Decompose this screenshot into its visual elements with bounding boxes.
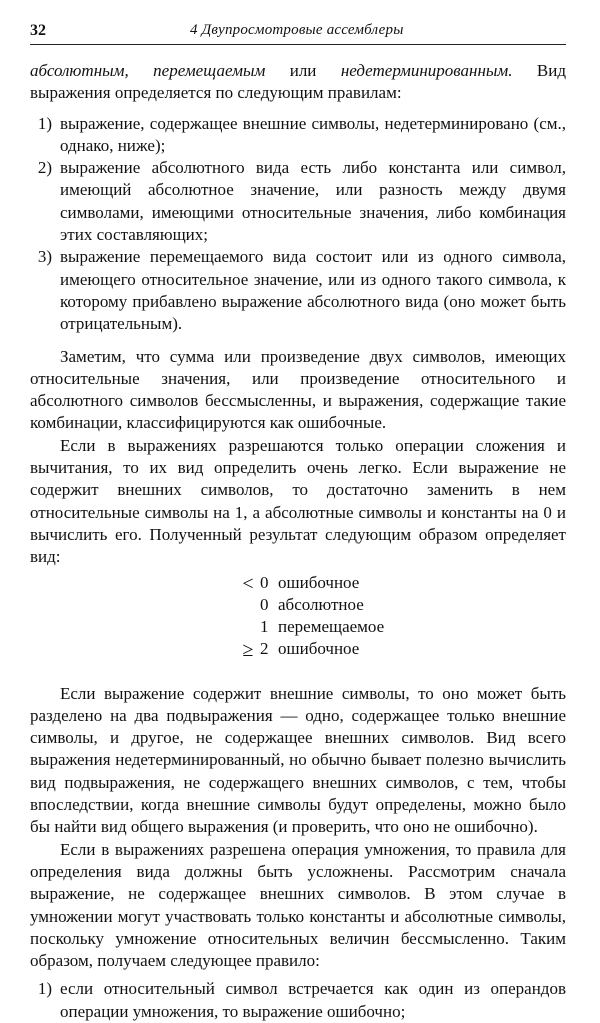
mode-row	[236, 573, 456, 595]
mode-description: ошибочное	[278, 639, 360, 659]
rule-text: выражение абсолютного вида есть либо константа или символ, имеющий абсолютное значение, или разность между двумя символами, имеющими относительные значения, либо комбинация этих составляющих;	[60, 158, 566, 245]
paragraph-external-symbols: Если выражение содержит внешние символы, то оно может быть разделено на два подвыражения — одно, содержащее только внешние символы, и другое, не содержащее внешних символов. Вид всего выражения недетерминированный, но обычно бывает полезно вычислить вид подвыражения, не содержащего внешних символов, с тем, чтобы впоследствии, когда внешние символы будут определены, можно было бы найти вид общего выражения (и проверить, что оно не ошибочно).	[30, 683, 566, 837]
rule-text: выражение перемещаемого вида состоит или из одного символа, имеющего относительное значение, или из одного такого символа, к которому прибавлено выражение абсолютного вида (оно может быть отрицательным).	[60, 247, 566, 334]
intro-paragraph	[30, 60, 566, 105]
rule-number: 1)	[37, 979, 52, 999]
rule-number: 2)	[37, 158, 52, 178]
rule-item	[30, 246, 566, 335]
intro-italic-term2: недетерминированным.	[340, 61, 513, 80]
mode-description: перемещаемое	[278, 617, 385, 637]
running-header	[30, 22, 566, 45]
paragraph-sum-product: Заметим, что сумма или произведение двух символов, имеющих относительные значения, или произведение относительного и абсолютного символов бессмысленны, и выражения, содержащие такие комбинации, классифицируются как ошибочные.	[30, 346, 566, 433]
greater-equal-symbol: ≥	[242, 638, 254, 661]
page-body	[30, 60, 566, 1023]
chapter-title: 4 Двупросмотровые ассемблеры	[190, 22, 404, 38]
rule-text: выражение, содержащее внешние символы, недетерминировано (см., однако, ниже);	[60, 113, 566, 155]
rule-text: если относительный символ встречается как один из операндов операции умножения, то выражение ошибочно;	[60, 979, 566, 1021]
paragraph-add-subtract: Если в выражениях разрешаются только операции сложения и вычитания, то их вид определить очень легко. Если выражение не содержит внешних символов, то достаточно заменить в нем относительные символы на 1, а абсолютные символы и константы на 0 и вычислить его. Полученный результат следующим образом определяет вид:	[30, 435, 566, 567]
mode-value: 1	[260, 617, 269, 637]
rule-number: 3)	[37, 247, 52, 267]
page-number: 32	[30, 22, 46, 39]
mode-description: абсолютное	[278, 595, 364, 615]
less-than-symbol: <	[242, 572, 254, 595]
intro-rest: Вид выражения определяется по следующим правилам:	[30, 61, 566, 103]
mode-value: 0	[260, 573, 269, 593]
mode-table	[236, 573, 456, 661]
paragraph-multiplication: Если в выражениях разрешена операция умножения, то правила для определения вида должны быть усложнены. Рассмотрим сначала выражение, не содержащее внешних символов. В этом случае в умножении могут участвовать только константы и абсолютные символы, поскольку умножение относительных величин бессмысленно. Таким образом, получаем следующее правило:	[30, 839, 566, 971]
mode-description: ошибочное	[278, 573, 360, 593]
rule-item	[30, 157, 566, 246]
rules-list	[30, 113, 566, 336]
intro-connector: или	[265, 61, 341, 80]
mode-value: 0	[260, 595, 269, 615]
mode-row	[236, 639, 456, 661]
mode-value: 2	[260, 639, 269, 659]
rule-item	[30, 113, 566, 158]
rule-number: 1)	[37, 113, 52, 133]
mode-row	[236, 617, 456, 639]
final-rule-item	[30, 978, 566, 1023]
mode-row	[236, 595, 456, 617]
intro-italic-terms: абсолютным, перемещаемым	[30, 61, 266, 80]
